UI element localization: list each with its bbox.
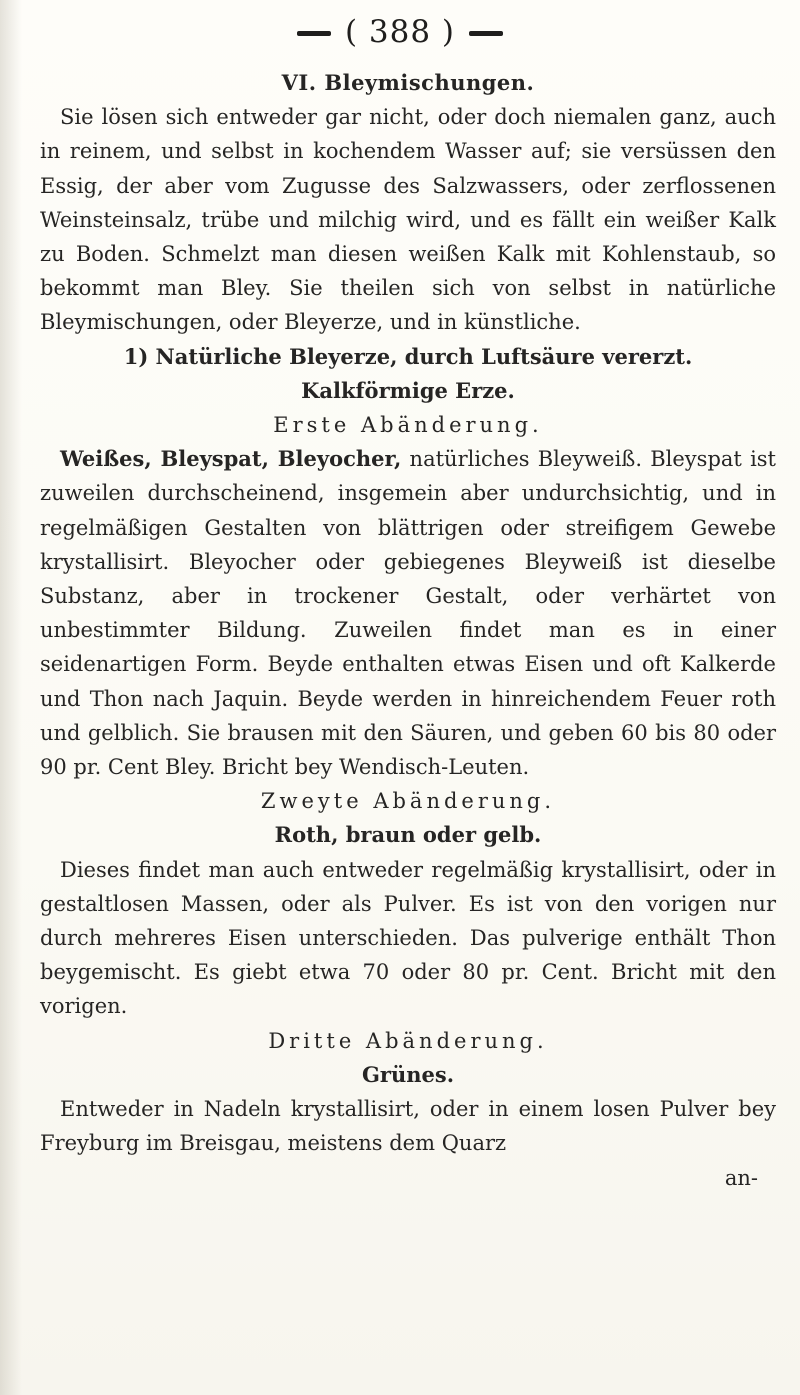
catchword: an- — [724, 1165, 758, 1190]
third-variation-paragraph: Entweder in Nadeln krystallisirt, oder in einem losen Pulver bey Freyburg im Breisgau, meistens dem Quarz — [40, 1097, 776, 1156]
calcareous-ores-heading: Kalkförmige Erze. — [301, 377, 515, 403]
page-header — [0, 14, 800, 50]
first-variation-lead: Weißes, Bleyspat, Bleyocher, — [60, 446, 402, 472]
second-variation-heading: Zweyte Abänderung. — [260, 789, 556, 814]
third-variation-heading: Dritte Abänderung. — [268, 1028, 548, 1053]
page-number: ( 388 ) — [344, 14, 456, 50]
header-rule-right — [469, 31, 503, 36]
first-variation-heading: Erste Abänderung. — [273, 413, 543, 438]
second-variation-paragraph: Dieses findet man auch entweder regelmäßig krystallisirt, oder in gestaltlosen Massen, oder als Pulver. Es ist von den vorigen nur durch mehreres Eisen unterschieden. Das pulverige enthält Thon beygemischt. Es giebt etwa 70 oder 80 pr. Cent. Bricht mit den vorigen. — [40, 857, 776, 1019]
first-variation-paragraph — [40, 442, 776, 784]
first-variation-text: natürliches Bleyweiß. Bleyspat ist zuweilen durchscheinend, insgemein aber undurchsichtig, und in regelmäßigen Gestalten von blättrigen oder streifigem Gewebe krystallisirt. Bleyocher oder gebiegenes Bleyweiß ist dieselbe Substanz, aber in trockener Gestalt, oder verhärtet von unbestimmter Bildung. Zuweilen findet man es in einer seidenartigen Form. Beyde enthalten etwas Eisen und oft Kalkerde und Thon nach Jaquin. Beyde werden in hinreichendem Feuer roth und gelblich. Sie brausen mit den Säuren, und geben 60 bis 80 oder 90 pr. Cent Bley. Bricht bey Wendisch-Leuten. — [40, 447, 776, 780]
intro-paragraph: Sie lösen sich entweder gar nicht, oder doch niemalen ganz, auch in reinem, und selbst in kochendem Wasser auf; sie versüssen den Essig, der aber vom Zugusse des Salzwassers, oder zerflossenen Weinsteinsalz, trübe und milchig wird, und es fällt ein weißer Kalk zu Boden. Schmelzt man diesen weißen Kalk mit Kohlenstaub, so bekommt man Bley. Sie theilen sich von selbst in natürliche Bleymischungen, oder Bleyerze, und in künstliche. — [40, 105, 776, 335]
section-title: VI. Bleymischungen. — [281, 70, 535, 95]
page-gutter-shadow — [0, 0, 22, 1395]
natural-ores-heading: 1) Natürliche Bleyerze, durch Luftsäure vererzt. — [123, 343, 693, 369]
second-variation-subheading: Roth, braun oder gelb. — [274, 822, 542, 848]
third-variation-subheading: Grünes. — [361, 1061, 455, 1087]
page-body — [40, 66, 776, 1195]
header-rule-left — [297, 31, 331, 36]
